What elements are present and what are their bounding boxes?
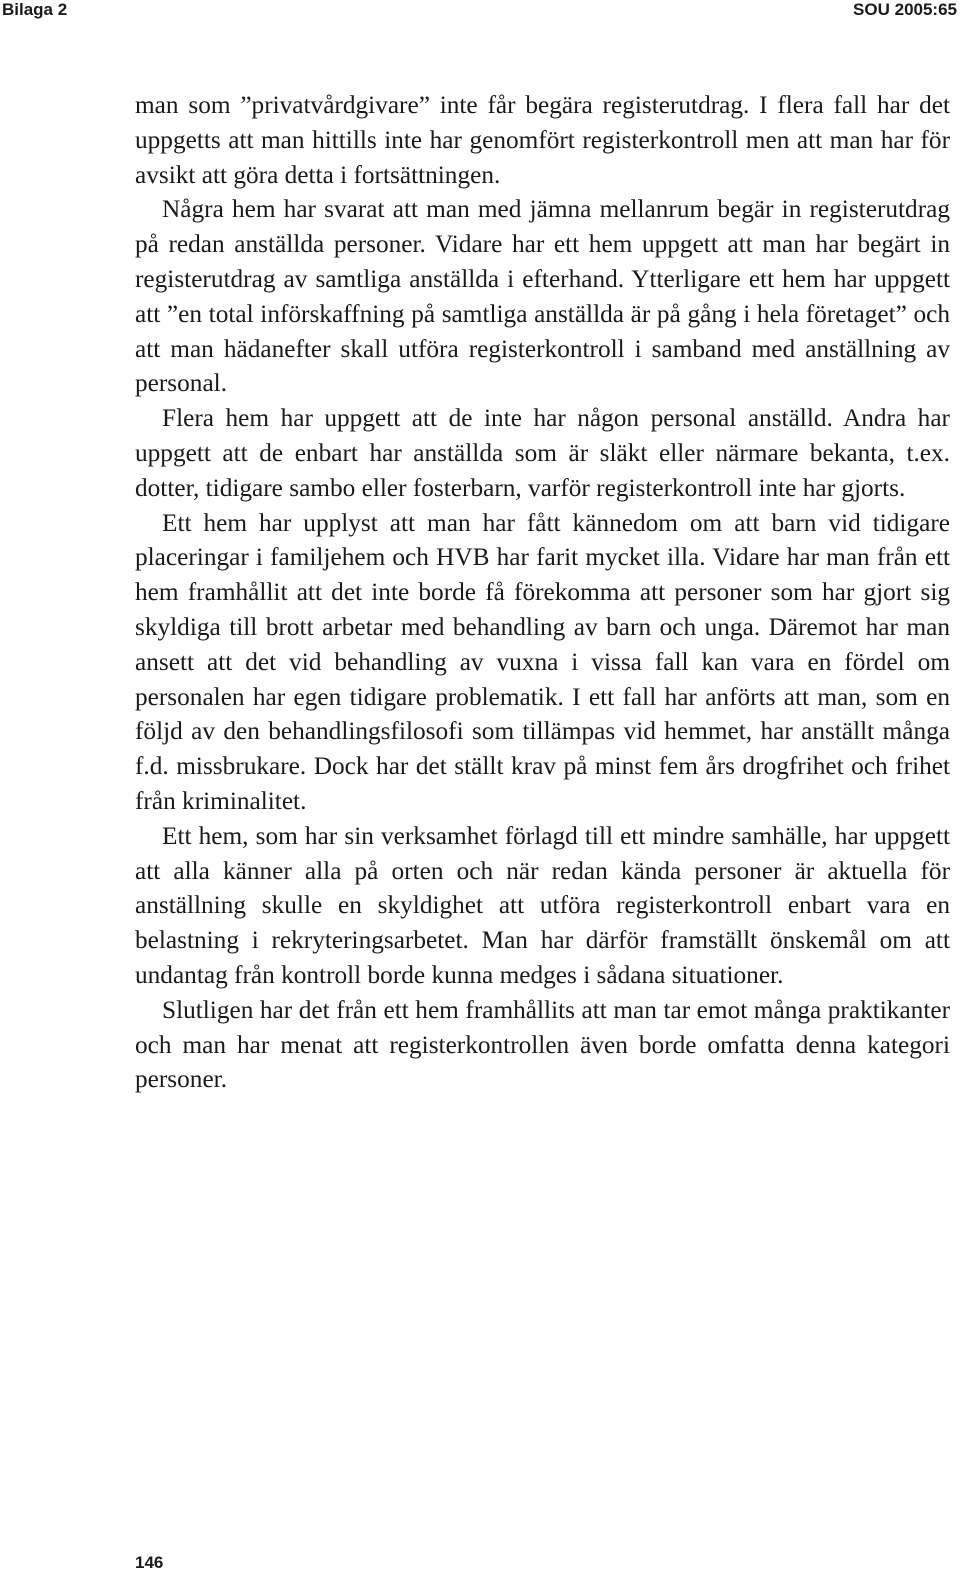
paragraph: Ett hem har upplyst att man har fått kännedom om att barn vid tidigare placeringar i familjehem och HVB har farit mycket illa. Vidare har man från ett hem framhållit att det inte borde få förekomma att personer som har gjort sig skyldiga till brott arbetar med behandling av barn och unga. Däremot har man ansett att det vid behandling av vuxna i vissa fall kan vara en fördel om personalen har egen tidigare problematik. I ett fall har anförts att man, som en följd av den behandlingsfilosofi som tillämpas vid hemmet, har anställt många f.d. missbrukare. Dock har det ställt krav på minst fem års drogfrihet och frihet från kriminalitet. — [135, 508, 950, 815]
running-header — [0, 0, 960, 22]
paragraph: Slutligen har det från ett hem framhållits att man tar emot många praktikanter och man har menat att registerkontrollen även borde omfatta denna kategori personer. — [135, 995, 950, 1094]
paragraph: Flera hem har uppgett att de inte har någon personal anställd. Andra har uppgett att de enbart har anställda som är släkt eller närmare bekanta, t.ex. dotter, tidigare sambo eller fosterbarn, varför registerkontroll inte har gjorts. — [135, 404, 950, 502]
body-text — [135, 88, 950, 1097]
page-number: 146 — [135, 1553, 164, 1572]
paragraph: man som ”privatvårdgivare” inte får begära registerutdrag. I flera fall har det uppgetts att man hittills inte har genomfört registerkontroll men att man har för avsikt att göra detta i fortsättningen. — [135, 91, 950, 189]
paragraph: Ett hem, som har sin verksamhet förlagd till ett mindre samhälle, har uppgett att alla känner alla på orten och när redan kända personer är aktuella för anställning skulle en skyldighet att utföra registerkontroll enbart vara en belastning i rekryteringsarbetet. Man har därför framställt önskemål om att undantag från kontroll borde kunna medges i sådana situationer. — [135, 821, 950, 989]
report-reference: SOU 2005:65 — [853, 0, 957, 19]
paragraph: Några hem har svarat att man med jämna mellanrum begär in registerutdrag på redan anställda personer. Vidare har ett hem uppgett att man har begärt in registerutdrag av samtliga anställda i efterhand. Ytterligare ett hem har uppgett att ”en total införskaffning på samtliga anställda är på gång i hela företaget” och att man hädanefter skall utföra registerkontroll i samband med anställning av personal. — [135, 195, 950, 398]
appendix-label: Bilaga 2 — [2, 0, 68, 19]
